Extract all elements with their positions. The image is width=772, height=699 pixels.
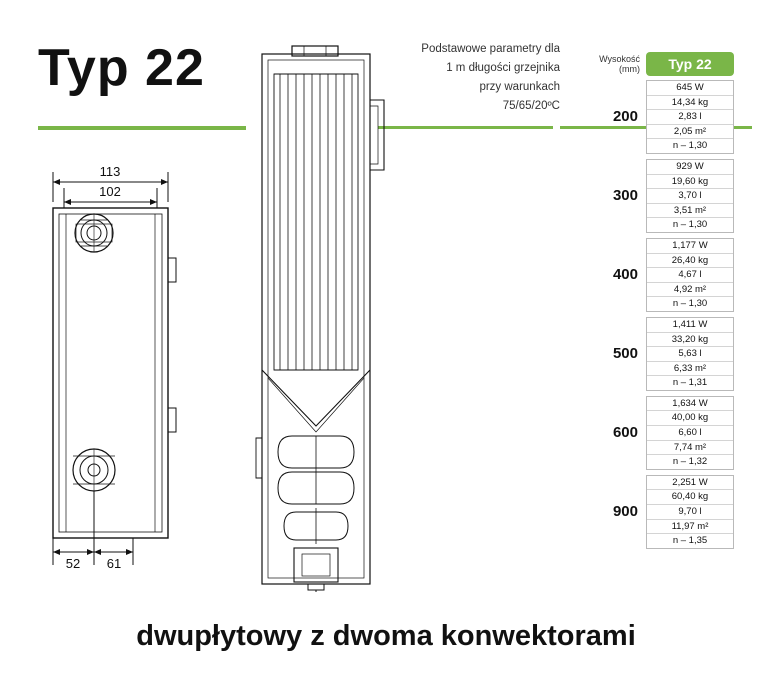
row-height: 200	[612, 108, 638, 126]
row-values	[646, 238, 734, 312]
table-type-header: Typ 22	[646, 52, 734, 76]
dim-top-outer: 113	[99, 164, 121, 179]
cell-power: 929 W	[647, 160, 733, 175]
row-height: 600	[612, 424, 638, 442]
cell-exponent: n – 1,30	[672, 140, 708, 152]
cell-volume: 3,70 l	[647, 189, 733, 204]
row-values	[646, 475, 734, 549]
cell-area: 2,05 m²	[647, 125, 733, 140]
table-row	[578, 396, 758, 470]
cell-area: 6,33 m²	[647, 362, 733, 377]
table-header-row	[578, 52, 758, 76]
row-values	[646, 317, 734, 391]
cell-exponent: n – 1,35	[672, 535, 708, 547]
cell-weight: 14,34 kg	[647, 96, 733, 111]
row-values	[646, 396, 734, 470]
section-view-drawing	[252, 40, 388, 592]
row-values	[646, 159, 734, 233]
cell-volume: 4,67 l	[647, 268, 733, 283]
cell-exponent: n – 1,32	[672, 456, 708, 468]
cell-exponent: n – 1,31	[672, 377, 708, 389]
title-underline-rule	[38, 126, 246, 130]
cell-power: 1,411 W	[647, 318, 733, 333]
cell-area: 3,51 m²	[647, 204, 733, 219]
table-row	[578, 238, 758, 312]
cell-weight: 19,60 kg	[647, 175, 733, 190]
conditions-note-line-2: 1 m długości grzejnika	[446, 61, 560, 74]
page-caption: dwupłytowy z dwoma konwektorami	[136, 620, 636, 652]
cell-area: 7,74 m²	[647, 441, 733, 456]
row-height: 900	[612, 503, 638, 521]
dim-bottom-right: 61	[106, 556, 122, 570]
table-row	[578, 80, 758, 154]
cell-power: 1,177 W	[647, 239, 733, 254]
cell-area: 11,97 m²	[647, 520, 733, 535]
cell-exponent: n – 1,30	[672, 219, 708, 231]
table-row	[578, 159, 758, 233]
table-height-label: Wysokość (mm)	[599, 54, 640, 74]
cell-volume: 9,70 l	[647, 505, 733, 520]
table-row	[578, 475, 758, 549]
row-height: 500	[612, 345, 638, 363]
parameters-table	[578, 52, 758, 554]
cell-volume: 6,60 l	[647, 426, 733, 441]
cell-weight: 26,40 kg	[647, 254, 733, 269]
cell-area: 4,92 m²	[647, 283, 733, 298]
conditions-note-line-4: 75/65/20ºC	[502, 99, 560, 112]
dim-bottom-left: 52	[65, 556, 81, 570]
cell-weight: 60,40 kg	[647, 490, 733, 505]
conditions-note-line-1: Podstawowe parametry dla	[421, 43, 560, 55]
cell-weight: 33,20 kg	[647, 333, 733, 348]
cell-volume: 2,83 l	[647, 110, 733, 125]
cell-power: 2,251 W	[647, 476, 733, 491]
cell-weight: 40,00 kg	[647, 411, 733, 426]
cell-power: 1,634 W	[647, 397, 733, 412]
dim-top-inner: 102	[99, 184, 121, 199]
row-values	[646, 80, 734, 154]
conditions-note	[378, 40, 560, 116]
front-view-drawing	[20, 140, 240, 570]
conditions-note-line-3: przy warunkach	[479, 80, 560, 93]
notes-underline-rule-left	[378, 126, 553, 129]
table-row	[578, 317, 758, 391]
cell-power: 645 W	[647, 81, 733, 96]
cell-exponent: n – 1,30	[672, 298, 708, 310]
cell-volume: 5,63 l	[647, 347, 733, 362]
page-title: Typ 22	[38, 39, 205, 97]
row-height: 400	[612, 266, 638, 284]
row-height: 300	[612, 187, 638, 205]
